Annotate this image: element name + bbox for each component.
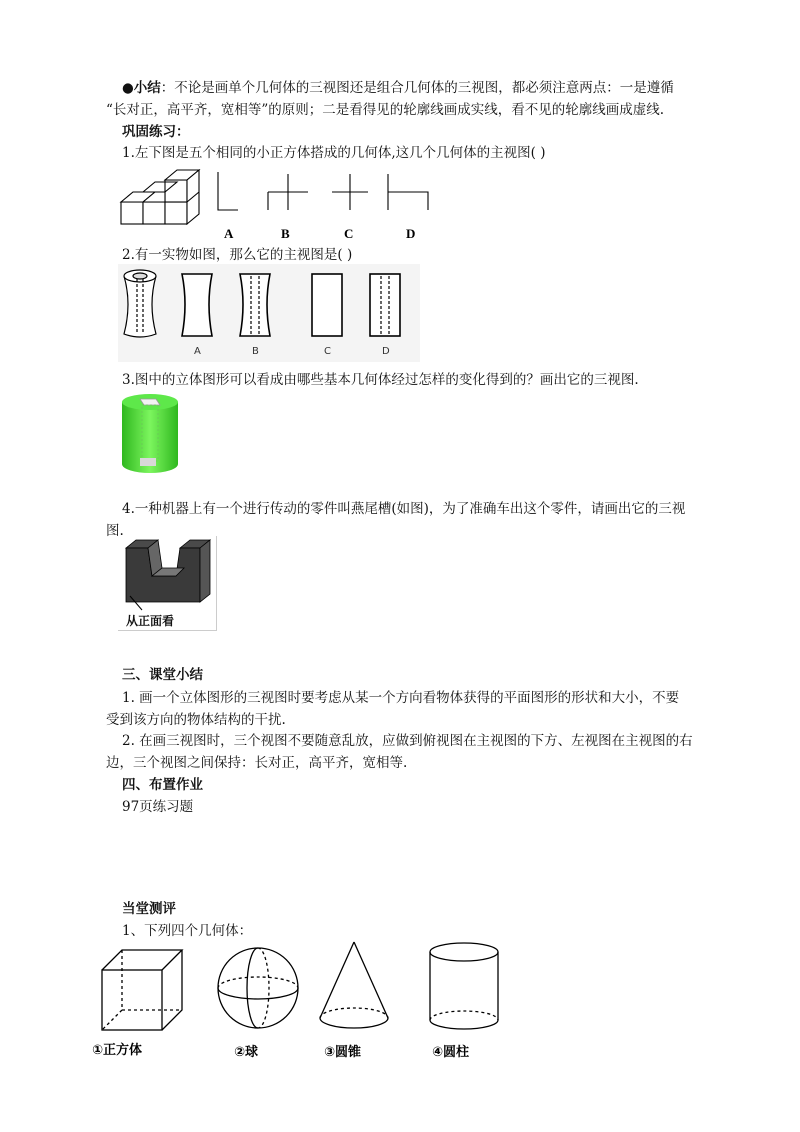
- summary-line-2: “长对正，高平齐，宽相等”的原则；二是看得见的轮廓线画成实线，看不见的轮廓线画成虚线.: [106, 102, 665, 118]
- section3-p2-line-2: 边，三个视图之间保持：长对正，高平齐，宽相等.: [106, 755, 408, 771]
- q1-figure: [118, 160, 448, 242]
- summary-label: 小结: [133, 80, 161, 96]
- q2-figure: [118, 264, 420, 362]
- summary-line-1: [122, 78, 674, 98]
- q4-text-line-2: 图.: [106, 523, 124, 539]
- q1-option-b-shape: [268, 174, 308, 210]
- q1-options-drawing: [218, 172, 428, 210]
- q3-text: 3.图中的立体图形可以看成由哪些基本几何体经过怎样的变化得到的？画出它的三视图.: [122, 372, 639, 388]
- shape-label-cylinder: ④圆柱: [432, 1045, 470, 1060]
- q2-option-d-shape: [370, 274, 400, 336]
- section3-p2-line-1: 2. 在画三视图时，三个视图不要随意乱放，应做到俯视图在主视图的下方、左视图在主视图的右: [122, 733, 693, 749]
- q1-option-a-label[interactable]: A: [224, 226, 234, 241]
- square-hole-top: [140, 399, 160, 405]
- q2-option-d-label[interactable]: D: [382, 346, 390, 357]
- section3-heading: 三、课堂小结: [122, 667, 203, 683]
- practice-heading: 巩固练习：: [122, 124, 190, 140]
- q4-caption: 从正面看: [126, 614, 175, 628]
- square-hole-bottom: [140, 458, 156, 466]
- q4-figure: [118, 536, 217, 631]
- q2-option-a-label[interactable]: A: [194, 346, 201, 357]
- dovetail-part-drawing: [118, 536, 216, 612]
- q2-option-c-label[interactable]: C: [324, 346, 331, 357]
- q1-option-c-shape: [332, 174, 368, 210]
- summary-bullet: ●: [122, 80, 134, 96]
- cone-shape: [320, 942, 388, 1028]
- cylinder-shape: [430, 943, 498, 1029]
- q4-text-line-1: 4.一种机器上有一个进行传动的零件叫燕尾槽(如图)，为了准确车出这个零件，请画出它的三视: [122, 501, 686, 517]
- shape-label-cone: ③圆锥: [324, 1045, 362, 1060]
- q1-option-a-shape: [218, 172, 238, 210]
- q1-text: 1.左下图是五个相同的小正方体搭成的几何体,这几个几何体的主视图( ): [122, 145, 546, 161]
- spool-object: [124, 276, 156, 337]
- q2-text: 2.有一实物如图，那么它的主视图是( ): [122, 247, 353, 263]
- quiz-shapes-figure: [92, 938, 512, 1062]
- cube-stack-drawing: [121, 170, 199, 224]
- quiz-q1-text: 1、下列四个几何体：: [122, 923, 253, 939]
- q2-option-a-shape: [182, 274, 212, 336]
- section4-text: 97页练习题: [122, 799, 194, 815]
- q2-option-c-shape: [312, 274, 342, 336]
- summary-text-1: ：不论是画单个几何体的三视图还是组合几何体的三视图，都必须注意两点：一是遵循: [160, 80, 674, 96]
- q1-option-b-label[interactable]: B: [281, 226, 290, 241]
- q1-option-d-label[interactable]: D: [406, 226, 416, 241]
- cube-shape: [102, 950, 182, 1030]
- q1-option-c-label[interactable]: C: [344, 226, 354, 241]
- sphere-shape: [218, 948, 298, 1028]
- section3-p1-line-1: 1. 画一个立体图形的三视图时要考虑从某一个方向看物体获得的平面图形的形状和大小，不要: [122, 690, 680, 706]
- q2-option-b-label[interactable]: B: [252, 346, 259, 357]
- quiz-heading: 当堂测评: [122, 901, 176, 917]
- q2-option-b-shape: [240, 274, 270, 336]
- section3-p1-line-2: 受到该方向的物体结构的干扰.: [106, 712, 286, 728]
- shape-label-sphere: ②球: [234, 1045, 259, 1060]
- q3-figure: [118, 392, 182, 476]
- section4-heading: 四、布置作业: [122, 777, 203, 793]
- q1-option-d-shape: [388, 174, 428, 210]
- shape-label-cube: ①正方体: [92, 1043, 143, 1058]
